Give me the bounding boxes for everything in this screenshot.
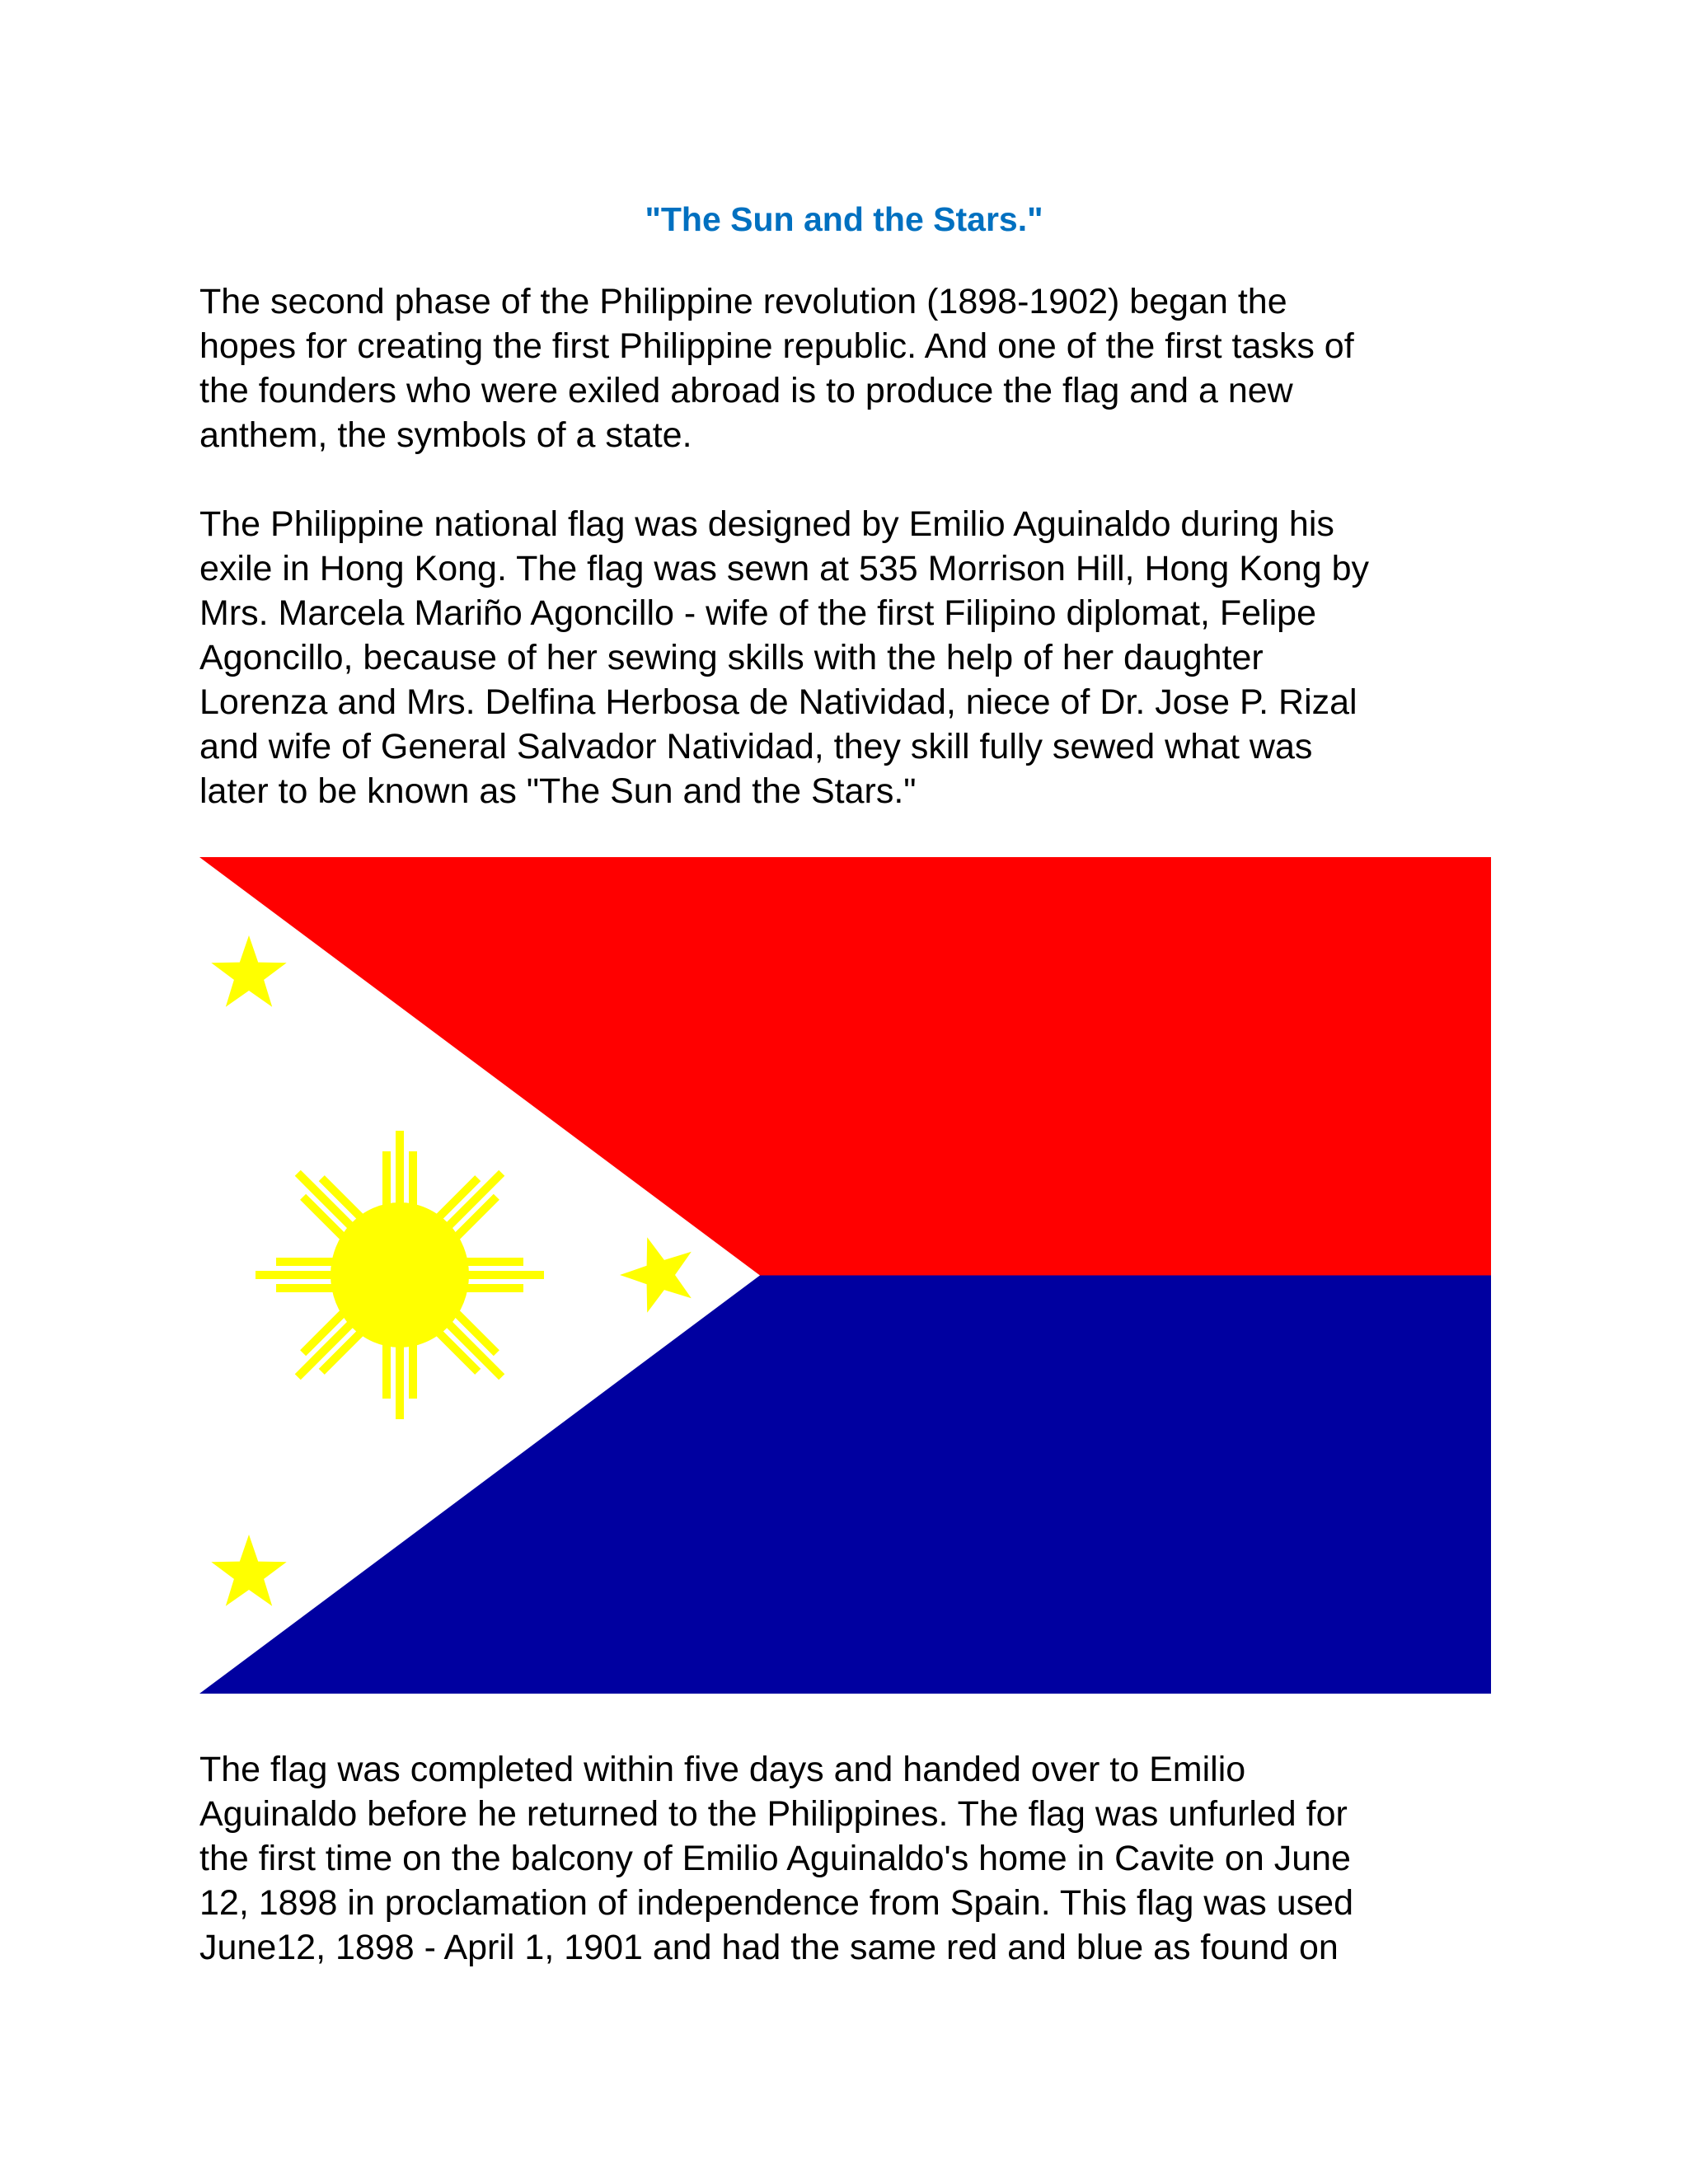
flag-sun-disc: [331, 1202, 469, 1347]
paragraph-line: and wife of General Salvador Natividad, they skill fully sewed what was: [199, 727, 1313, 766]
paragraph-line: the founders who were exiled abroad is to produce the flag and a new: [199, 371, 1293, 410]
paragraph-line: later to be known as "The Sun and the Stars.": [199, 771, 917, 811]
paragraph-line: Mrs. Marcela Mariño Agoncillo - wife of the first Filipino diplomat, Felipe: [199, 593, 1317, 633]
paragraph-line: June12, 1898 - April 1, 1901 and had the same red and blue as found on: [199, 1928, 1339, 1967]
paragraph-intro: [199, 279, 1502, 457]
paragraph-line: Aguinaldo before he returned to the Philippines. The flag was unfurled for: [199, 1794, 1348, 1834]
paragraph-line: exile in Hong Kong. The flag was sewn at 535 Morrison Hill, Hong Kong by: [199, 549, 1369, 588]
paragraph-line: The second phase of the Philippine revolution (1898-1902) began the: [199, 282, 1287, 321]
paragraph-line: The flag was completed within five days and handed over to Emilio: [199, 1750, 1246, 1789]
paragraph-flag-design: [199, 502, 1502, 813]
paragraph-line: Lorenza and Mrs. Delfina Herbosa de Natividad, niece of Dr. Jose P. Rizal: [199, 682, 1357, 722]
paragraph-line: hopes for creating the first Philippine republic. And one of the first tasks of: [199, 326, 1354, 366]
paragraph-flag-history: [199, 1747, 1502, 1970]
paragraph-line: The Philippine national flag was designed by Emilio Aguinaldo during his: [199, 504, 1334, 544]
paragraph-line: Agoncillo, because of her sewing skills with the help of her daughter: [199, 638, 1264, 677]
page-title: "The Sun and the Stars.": [645, 200, 1043, 238]
paragraph-line: the first time on the balcony of Emilio Aguinaldo's home in Cavite on June: [199, 1839, 1351, 1878]
flag-sun-icon: [256, 1131, 544, 1419]
philippine-flag-image: [199, 857, 1491, 1694]
paragraph-line: 12, 1898 in proclamation of independence from Spain. This flag was used: [199, 1883, 1353, 1923]
philippine-flag-icon: [199, 857, 1491, 1694]
paragraph-line: anthem, the symbols of a state.: [199, 415, 692, 455]
